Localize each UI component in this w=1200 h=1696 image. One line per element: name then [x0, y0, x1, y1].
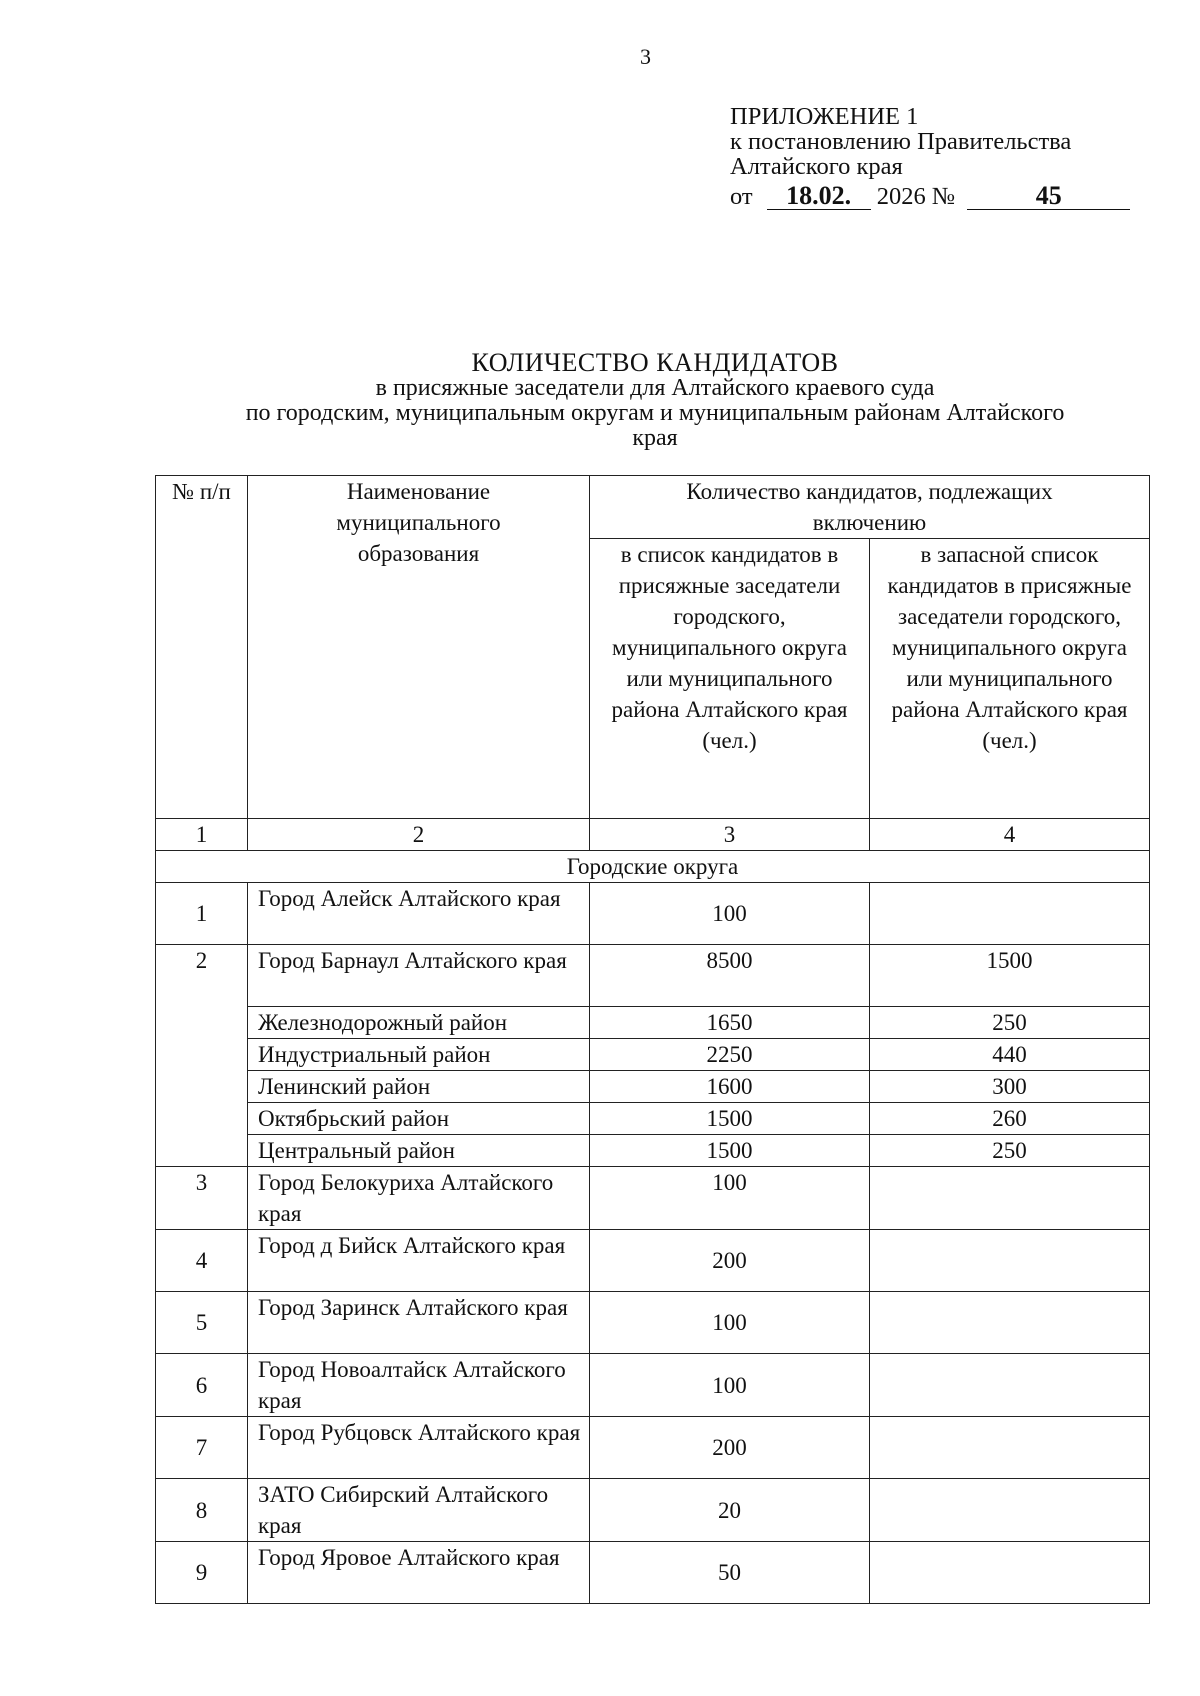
table-row [156, 1542, 1150, 1604]
main-list-count: 1600 [590, 1071, 870, 1103]
table-row [156, 1230, 1150, 1292]
decree-line [730, 183, 1130, 210]
main-list-count: 1500 [590, 1103, 870, 1135]
decree-number: 45 [967, 183, 1130, 210]
main-list-count: 100 [590, 1354, 870, 1417]
table-row [156, 1417, 1150, 1479]
municipality-name: Город Белокуриха Алтайского края [248, 1167, 590, 1230]
table-row [156, 1167, 1150, 1230]
row-number: 4 [156, 1230, 248, 1292]
table-row [156, 1103, 1150, 1135]
municipality-name: Город д Бийск Алтайского края [248, 1230, 590, 1292]
column-number: 4 [870, 819, 1150, 851]
reserve-list-count [870, 1417, 1150, 1479]
page-number: 3 [640, 44, 651, 69]
row-number: 9 [156, 1542, 248, 1604]
column-numbers-row [156, 819, 1150, 851]
reserve-list-count [870, 1230, 1150, 1292]
row-number: 7 [156, 1417, 248, 1479]
decree-year: 2026 № [876, 183, 956, 210]
column-number: 1 [156, 819, 248, 851]
section-row [156, 851, 1150, 883]
from-label: от [730, 183, 753, 210]
header-name: Наименование муниципального образования [248, 476, 590, 819]
main-list-count: 1500 [590, 1135, 870, 1167]
title-sub-3: края [632, 425, 678, 451]
municipality-name: Ленинский район [248, 1071, 590, 1103]
section-title: Городские округа [156, 851, 1150, 883]
row-number: 8 [156, 1479, 248, 1542]
municipality-name: Железнодорожный район [248, 1007, 590, 1039]
decree-date: 18.02. [767, 183, 871, 210]
header-row-1 [156, 476, 1150, 539]
header-count-group: Количество кандидатов, подлежащих включению [590, 476, 1150, 539]
main-list-count: 50 [590, 1542, 870, 1604]
appendix-line-1: к постановлению Правительства [730, 128, 1072, 155]
municipality-name: Октябрьский район [248, 1103, 590, 1135]
main-list-count: 1650 [590, 1007, 870, 1039]
table-row [156, 945, 1150, 1007]
main-list-count: 100 [590, 1167, 870, 1230]
title-sub-1: в присяжные заседатели для Алтайского краевого суда [375, 375, 935, 401]
municipality-name: Город Алейск Алтайского края [248, 883, 590, 945]
table-row [156, 1135, 1150, 1167]
reserve-list-count [870, 1354, 1150, 1417]
reserve-list-count [870, 1292, 1150, 1354]
row-number: 1 [156, 883, 248, 945]
municipality-name: Город Яровое Алтайского края [248, 1542, 590, 1604]
main-list-count: 2250 [590, 1039, 870, 1071]
row-number: 6 [156, 1354, 248, 1417]
header-num: № п/п [156, 476, 248, 819]
title-sub-2: по городским, муниципальным округам и муниципальным районам Алтайского [245, 400, 1065, 426]
main-list-count: 200 [590, 1230, 870, 1292]
table-row [156, 1292, 1150, 1354]
main-list-count: 100 [590, 1292, 870, 1354]
title-main: КОЛИЧЕСТВО КАНДИДАТОВ [471, 348, 839, 377]
row-number: 3 [156, 1167, 248, 1230]
reserve-list-count: 1500 [870, 945, 1150, 1007]
reserve-list-count: 250 [870, 1135, 1150, 1167]
main-list-count: 20 [590, 1479, 870, 1542]
municipality-name: Индустриальный район [248, 1039, 590, 1071]
appendix-line-2: Алтайского края [730, 153, 903, 180]
reserve-list-count: 440 [870, 1039, 1150, 1071]
reserve-list-count [870, 883, 1150, 945]
main-list-count: 8500 [590, 945, 870, 1007]
column-number: 2 [248, 819, 590, 851]
municipality-name: Центральный район [248, 1135, 590, 1167]
municipality-name: Город Новоалтайск Алтайского края [248, 1354, 590, 1417]
reserve-list-count [870, 1167, 1150, 1230]
table-row [156, 1354, 1150, 1417]
municipality-name: Город Рубцовск Алтайского края [248, 1417, 590, 1479]
header-main-list: в список кандидатов в присяжные заседатели городского, муниципального округа или муниципального района Алтайского края (чел.) [590, 539, 870, 819]
reserve-list-count [870, 1542, 1150, 1604]
table-row [156, 1007, 1150, 1039]
header-reserve-list: в запасной список кандидатов в присяжные заседатели городского, муниципального округа или муниципального района Алтайского края (чел.) [870, 539, 1150, 819]
column-number: 3 [590, 819, 870, 851]
municipality-name: ЗАТО Сибирский Алтайского края [248, 1479, 590, 1542]
table-row [156, 1479, 1150, 1542]
candidates-table [155, 475, 1150, 1604]
table-body [156, 476, 1150, 1604]
reserve-list-count [870, 1479, 1150, 1542]
main-list-count: 100 [590, 883, 870, 945]
document-title [155, 350, 1155, 451]
municipality-name: Город Заринск Алтайского края [248, 1292, 590, 1354]
row-number: 2 [156, 945, 248, 1167]
table-row [156, 883, 1150, 945]
table-row [156, 1071, 1150, 1103]
table-row [156, 1039, 1150, 1071]
appendix-title: ПРИЛОЖЕНИЕ 1 [730, 103, 919, 130]
reserve-list-count: 300 [870, 1071, 1150, 1103]
appendix-block [730, 104, 1130, 210]
row-number: 5 [156, 1292, 248, 1354]
municipality-name: Город Барнаул Алтайского края [248, 945, 590, 1007]
reserve-list-count: 260 [870, 1103, 1150, 1135]
reserve-list-count: 250 [870, 1007, 1150, 1039]
main-list-count: 200 [590, 1417, 870, 1479]
